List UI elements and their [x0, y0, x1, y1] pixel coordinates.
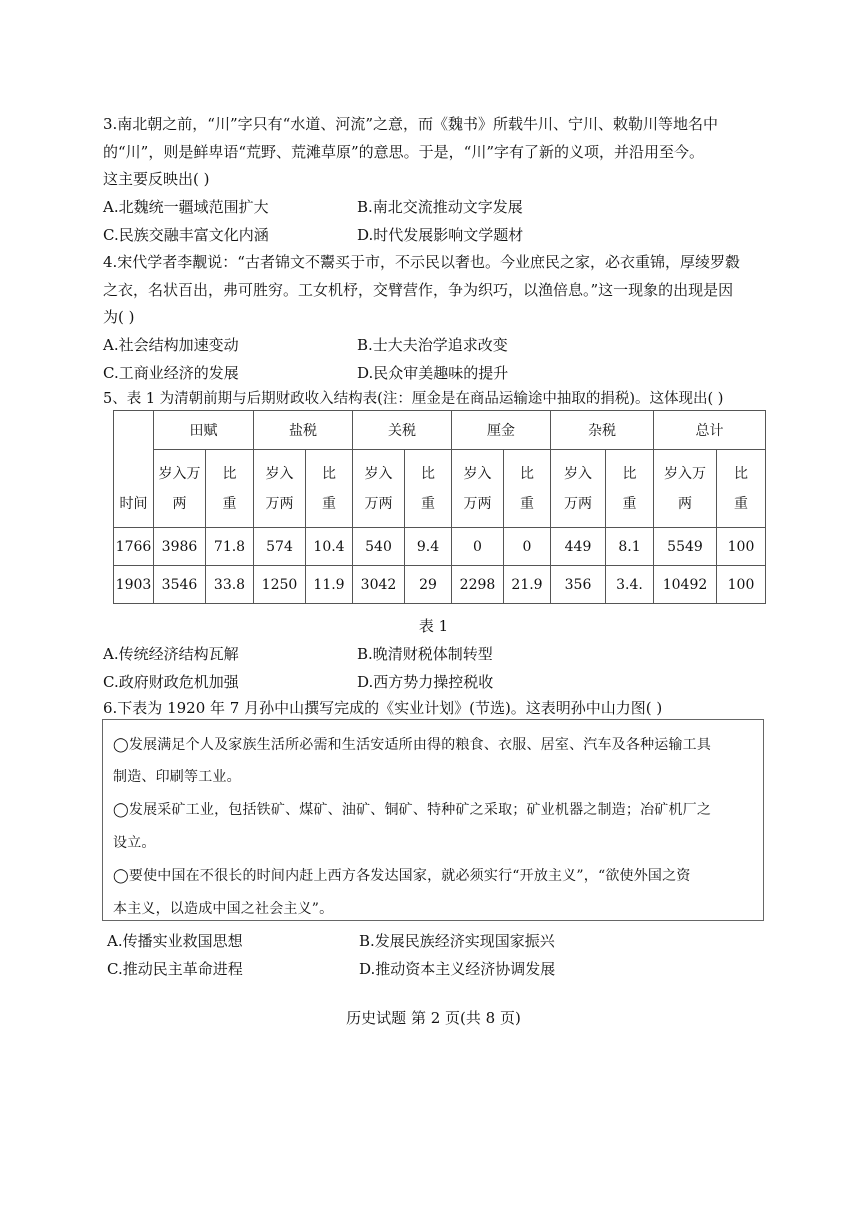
sub-ratio-guanshui: 比重 — [405, 450, 452, 528]
fiscal-revenue-table — [113, 410, 766, 604]
group-header-tianfu: 田赋 — [154, 411, 254, 450]
q3-stem-line-2: 的“川”，则是鲜卑语“荒野、荒滩草原”的意思。于是，“川”字有了新的义项，并沿用至今。 — [103, 143, 705, 161]
table-cell: 100 — [717, 528, 766, 566]
excerpt-line: 设立。 — [113, 835, 156, 851]
q4-option-b: B.士大夫治学追求改变 — [357, 336, 508, 354]
table-cell: 540 — [353, 528, 405, 566]
sub-ratio-lijin: 比重 — [504, 450, 551, 528]
q3-option-d: D.时代发展影响文学题材 — [357, 226, 524, 244]
q5-option-a: A.传统经济结构瓦解 — [103, 645, 239, 663]
q3-option-c: C.民族交融丰富文化内涵 — [103, 226, 269, 244]
table-cell: 21.9 — [504, 566, 551, 604]
q4-option-c: C.工商业经济的发展 — [103, 364, 239, 382]
table-row — [114, 566, 766, 604]
sub-amount-zongji: 岁入万两 — [654, 450, 717, 528]
sub-ratio-zongji: 比重 — [717, 450, 766, 528]
sub-amount-guanshui: 岁入万两 — [353, 450, 405, 528]
table-cell: 3.4. — [606, 566, 654, 604]
sub-amount-zashui: 岁入万两 — [551, 450, 606, 528]
sub-ratio-zashui: 比重 — [606, 450, 654, 528]
q4-stem-line-1: 4.宋代学者李觏说：“古者锦文不鬻买于市，不示民以奢也。今业庶民之家，必衣重锦，厚绫罗縠 — [103, 253, 740, 271]
table-cell: 33.8 — [206, 566, 254, 604]
q5-option-b: B.晚清财税体制转型 — [357, 645, 493, 663]
sub-amount-yanshui: 岁入万两 — [254, 450, 306, 528]
table-cell: 3042 — [353, 566, 405, 604]
table-subheader-row — [114, 450, 766, 528]
group-header-guanshui: 关税 — [353, 411, 452, 450]
table-group-header-row — [114, 411, 766, 450]
q5-option-c: C.政府财政危机加强 — [103, 673, 239, 691]
table-cell: 5549 — [654, 528, 717, 566]
table-cell: 0 — [504, 528, 551, 566]
sub-amount-tianfu: 岁入万两 — [154, 450, 206, 528]
table-cell: 574 — [254, 528, 306, 566]
table-cell: 100 — [717, 566, 766, 604]
q6-stem-line-1: 6.下表为 1920 年 7 月孙中山撰写完成的《实业计划》(节选)。这表明孙中山力图( ) — [103, 699, 663, 717]
sub-ratio-tianfu: 比重 — [206, 450, 254, 528]
page-footer: 历史试题 第 2 页(共 8 页) — [346, 1009, 521, 1027]
q6-option-a: A.传播实业救国思想 — [107, 932, 243, 950]
sub-amount-lijin: 岁入万两 — [452, 450, 504, 528]
sub-ratio-yanshui: 比重 — [306, 450, 353, 528]
table-cell: 1250 — [254, 566, 306, 604]
table-cell: 11.9 — [306, 566, 353, 604]
table-cell: 1903 — [114, 566, 154, 604]
table-cell: 29 — [405, 566, 452, 604]
q5-option-d: D.西方势力操控税收 — [357, 673, 494, 691]
q6-option-b: B.发展民族经济实现国家振兴 — [359, 932, 555, 950]
table-cell: 449 — [551, 528, 606, 566]
excerpt-line: ◯发展采矿工业，包括铁矿、煤矿、油矿、铜矿、特种矿之采取；矿业机器之制造；冶矿机厂之 — [113, 802, 712, 818]
table-cell: 3986 — [154, 528, 206, 566]
excerpt-line: 制造、印刷等工业。 — [113, 769, 241, 785]
excerpt-line: 本主义，以造成中国之社会主义”。 — [113, 901, 334, 917]
table-cell: 3546 — [154, 566, 206, 604]
q3-stem-line-3: 这主要反映出( ) — [103, 170, 210, 188]
q4-option-a: A.社会结构加速变动 — [103, 336, 239, 354]
group-header-yanshui: 盐税 — [254, 411, 353, 450]
group-header-zashui: 杂税 — [551, 411, 654, 450]
table-cell: 71.8 — [206, 528, 254, 566]
table-caption: 表 1 — [418, 617, 449, 635]
q4-stem-line-3: 为( ) — [103, 308, 135, 326]
excerpt-line: ◯发展满足个人及家族生活所必需和生活安适所由得的粮食、衣服、居室、汽车及各种运输工具 — [113, 737, 712, 753]
q3-option-b: B.南北交流推动文字发展 — [357, 198, 523, 216]
q4-stem-line-2: 之衣，名状百出，弗可胜穷。工女机杼，交臂营作，争为织巧，以渔倍息。”这一现象的出现是因 — [103, 281, 734, 299]
q3-stem-line-1: 3.南北朝之前，“川”字只有“水道、河流”之意，而《魏书》所载牛川、宁川、敕勒川等地名中 — [103, 115, 718, 133]
time-header: 时间 — [114, 411, 154, 528]
q4-option-d: D.民众审美趣味的提升 — [357, 364, 509, 382]
table-cell: 0 — [452, 528, 504, 566]
excerpt-line: ◯要使中国在不很长的时间内赶上西方各发达国家，就必须实行“开放主义”，“欲使外国之资 — [113, 868, 691, 884]
industrial-plan-excerpt-box — [102, 719, 764, 921]
table-cell: 8.1 — [606, 528, 654, 566]
table-cell: 9.4 — [405, 528, 452, 566]
table-cell: 1766 — [114, 528, 154, 566]
table-cell: 10492 — [654, 566, 717, 604]
table-cell: 10.4 — [306, 528, 353, 566]
table-cell: 2298 — [452, 566, 504, 604]
group-header-zongji: 总计 — [654, 411, 766, 450]
table-row — [114, 528, 766, 566]
q6-option-c: C.推动民主革命进程 — [107, 960, 243, 978]
q6-option-d: D.推动资本主义经济协调发展 — [359, 960, 556, 978]
group-header-lijin: 厘金 — [452, 411, 551, 450]
q3-option-a: A.北魏统一疆域范围扩大 — [103, 198, 269, 216]
q5-stem-line-1: 5、表 1 为清朝前期与后期财政收入结构表(注：厘金是在商品运输途中抽取的捐税)。这体现出( ) — [103, 391, 724, 407]
table-cell: 356 — [551, 566, 606, 604]
